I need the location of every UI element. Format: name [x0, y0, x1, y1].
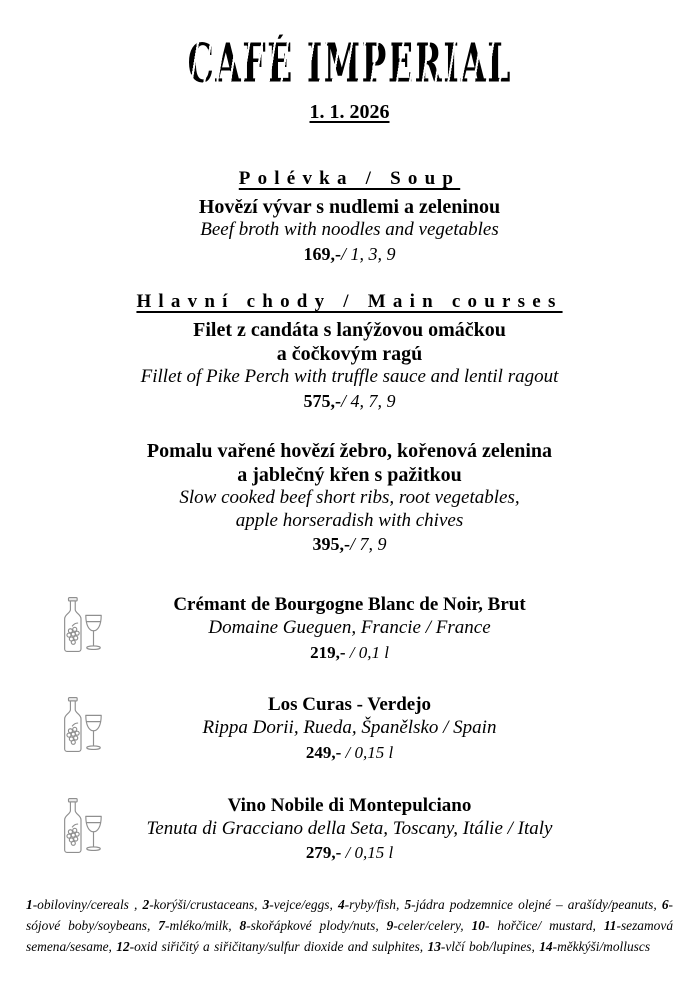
wine-volume: / 0,1 l — [345, 642, 389, 662]
wine-name: Vino Nobile di Montepulciano — [227, 794, 472, 816]
dish-beef-short-ribs — [0, 439, 699, 556]
wine-bottle-and-glass-icon — [56, 596, 106, 654]
wine-volume: / 0,15 l — [341, 742, 394, 762]
dish-name-en: Fillet of Pike Perch with truffle sauce and lentil ragout — [140, 366, 559, 388]
dish-name-cz-line2: a jablečný křen s pažitkou — [237, 463, 462, 486]
wine-item — [0, 594, 699, 663]
wine-item — [0, 694, 699, 763]
dish-name-cz: Pomalu vařené hovězí žebro, kořenová zelenina — [146, 439, 553, 462]
wine-origin: Tenuta di Gracciano della Seta, Toscany, Itálie / Italy — [146, 817, 553, 839]
dish-soup — [0, 195, 699, 265]
restaurant-logo — [0, 31, 699, 95]
dish-name-en: Slow cooked beef short ribs, root vegetables, — [179, 486, 520, 508]
section-heading-soup: Polévka / Soup — [238, 168, 461, 190]
dish-pike-perch — [0, 318, 699, 412]
date-row — [0, 101, 699, 124]
wine-origin: Rippa Dorii, Rueda, Španělsko / Spain — [202, 716, 497, 738]
dish-allergen-codes: / 4, 7, 9 — [340, 391, 396, 412]
mains-section-heading-row — [0, 291, 699, 313]
section-heading-main-courses: Hlavní chody / Main courses — [136, 291, 563, 313]
allergen-footnote: 1-obiloviny/cereals , 2-korýši/crustaceans, 3-vejce/eggs, 4-ryby/fish, 5-jádra podzemnice olejné – arašídy/peanuts, 6-sójové boby/soybeans, 7-mléko/milk, 8-skořápkové plody/nuts, 9-celer/celery, 10- hořčice/ mustard, 11-sezamová semena/sesame, 12-oxid siřičitý a siřičitany/sulfur dioxide and sulphites, 13-vlčí bob/lupines, 14-měkkýši/molluscs — [26, 896, 674, 955]
wine-bottle-and-glass-icon — [56, 797, 106, 855]
dish-price-line — [0, 534, 699, 556]
dish-price: 395,- — [312, 534, 350, 555]
wine-name: Los Curas - Verdejo — [267, 693, 432, 715]
wine-price: 219,- — [310, 642, 346, 662]
dish-price: 575,- — [303, 391, 341, 412]
dish-price-line — [0, 244, 699, 266]
dish-price: 169,- — [303, 243, 341, 264]
dish-allergen-codes: / 1, 3, 9 — [340, 243, 396, 264]
dish-name-en: Beef broth with noodles and vegetables — [200, 219, 499, 241]
dish-name-cz-line2: a čočkovým ragú — [276, 343, 423, 366]
wine-bottle-and-glass-icon — [56, 696, 106, 754]
dish-name-cz: Filet z candáta s lanýžovou omáčkou — [193, 319, 506, 342]
restaurant-name: CAFÉ IMPERIAL — [187, 31, 512, 95]
wine-volume: / 0,15 l — [341, 843, 394, 863]
menu-date: 1. 1. 2026 — [309, 101, 390, 124]
wine-price: 279,- — [305, 843, 342, 863]
dish-name-cz: Hovězí vývar s nudlemi a zeleninou — [198, 196, 501, 219]
wine-origin: Domaine Gueguen, Francie / France — [208, 616, 491, 638]
soup-section-heading-row — [0, 168, 699, 190]
wine-price: 249,- — [305, 742, 342, 762]
dish-name-en-line2: apple horseradish with chives — [235, 509, 464, 531]
dish-allergen-codes: / 7, 9 — [349, 534, 387, 555]
dish-price-line — [0, 391, 699, 413]
wine-item — [0, 795, 699, 864]
wine-name: Crémant de Bourgogne Blanc de Noir, Brut — [173, 594, 526, 616]
